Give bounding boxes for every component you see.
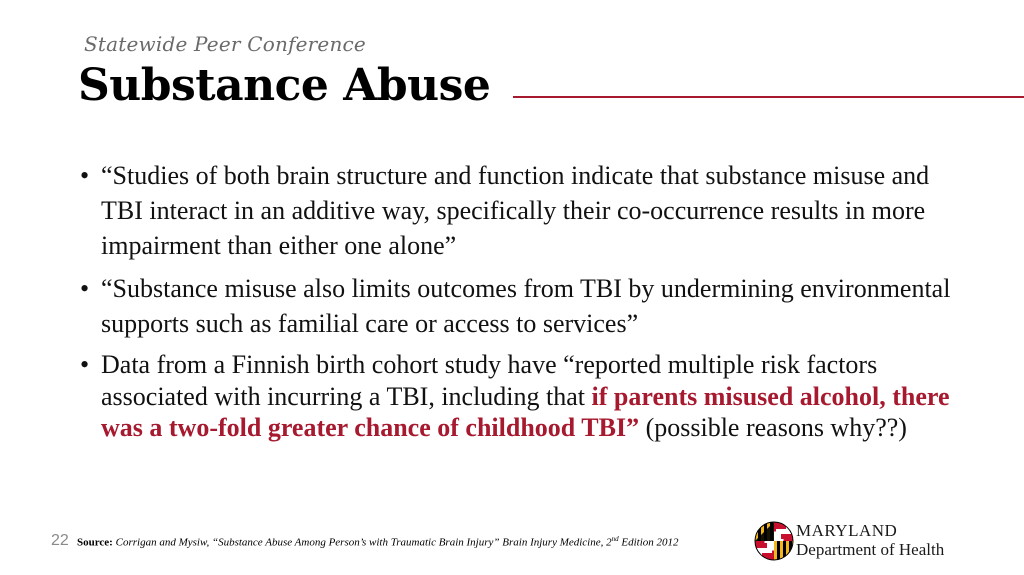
- title-divider: [513, 96, 1024, 98]
- maryland-flag-seal-icon: [752, 519, 796, 563]
- bullet-dot-icon: •: [80, 274, 90, 303]
- bullet-highlight-text: if parents misused alcohol, there was a two-fold greater chance of childhood TBI”: [101, 381, 950, 442]
- source-tail: Edition 2012: [618, 536, 679, 549]
- bullet-text: “Substance misuse also limits outcomes from TBI by undermining environmental supports such as familial care or access to services”: [101, 274, 951, 338]
- page-number: 22: [51, 532, 69, 549]
- source-superscript: nd: [611, 535, 619, 543]
- source-label: Source:: [77, 536, 113, 549]
- bullet-item: [80, 271, 960, 341]
- bullet-list: [80, 158, 960, 452]
- bullet-dot-icon: •: [80, 161, 90, 190]
- logo-department-name: Department of Health: [796, 540, 945, 559]
- bullet-item: [80, 349, 960, 444]
- bullet-text-after: (possible reasons why??): [639, 413, 907, 442]
- maryland-health-logo: [752, 519, 962, 563]
- bullet-text: “Studies of both brain structure and function indicate that substance misuse and TBI interact in an additive way, specifically their co-occurrence results in more impairment than either one alone”: [101, 161, 930, 260]
- bullet-text: Data from a Finnish birth cohort study have “reported multiple risk factors associated with incurring a TBI, including that: [101, 350, 878, 411]
- slide-title: Substance Abuse: [78, 60, 491, 111]
- logo-state-name: MARYLAND: [796, 521, 898, 540]
- source-citation: [77, 535, 679, 549]
- bullet-item: [80, 158, 960, 263]
- bullet-dot-icon: •: [80, 350, 90, 379]
- source-text: Corrigan and Mysiw, “Substance Abuse Among Person’s with Traumatic Brain Injury” Brain Injury Medicine, 2: [115, 536, 612, 549]
- conference-subtitle: Statewide Peer Conference: [84, 32, 366, 56]
